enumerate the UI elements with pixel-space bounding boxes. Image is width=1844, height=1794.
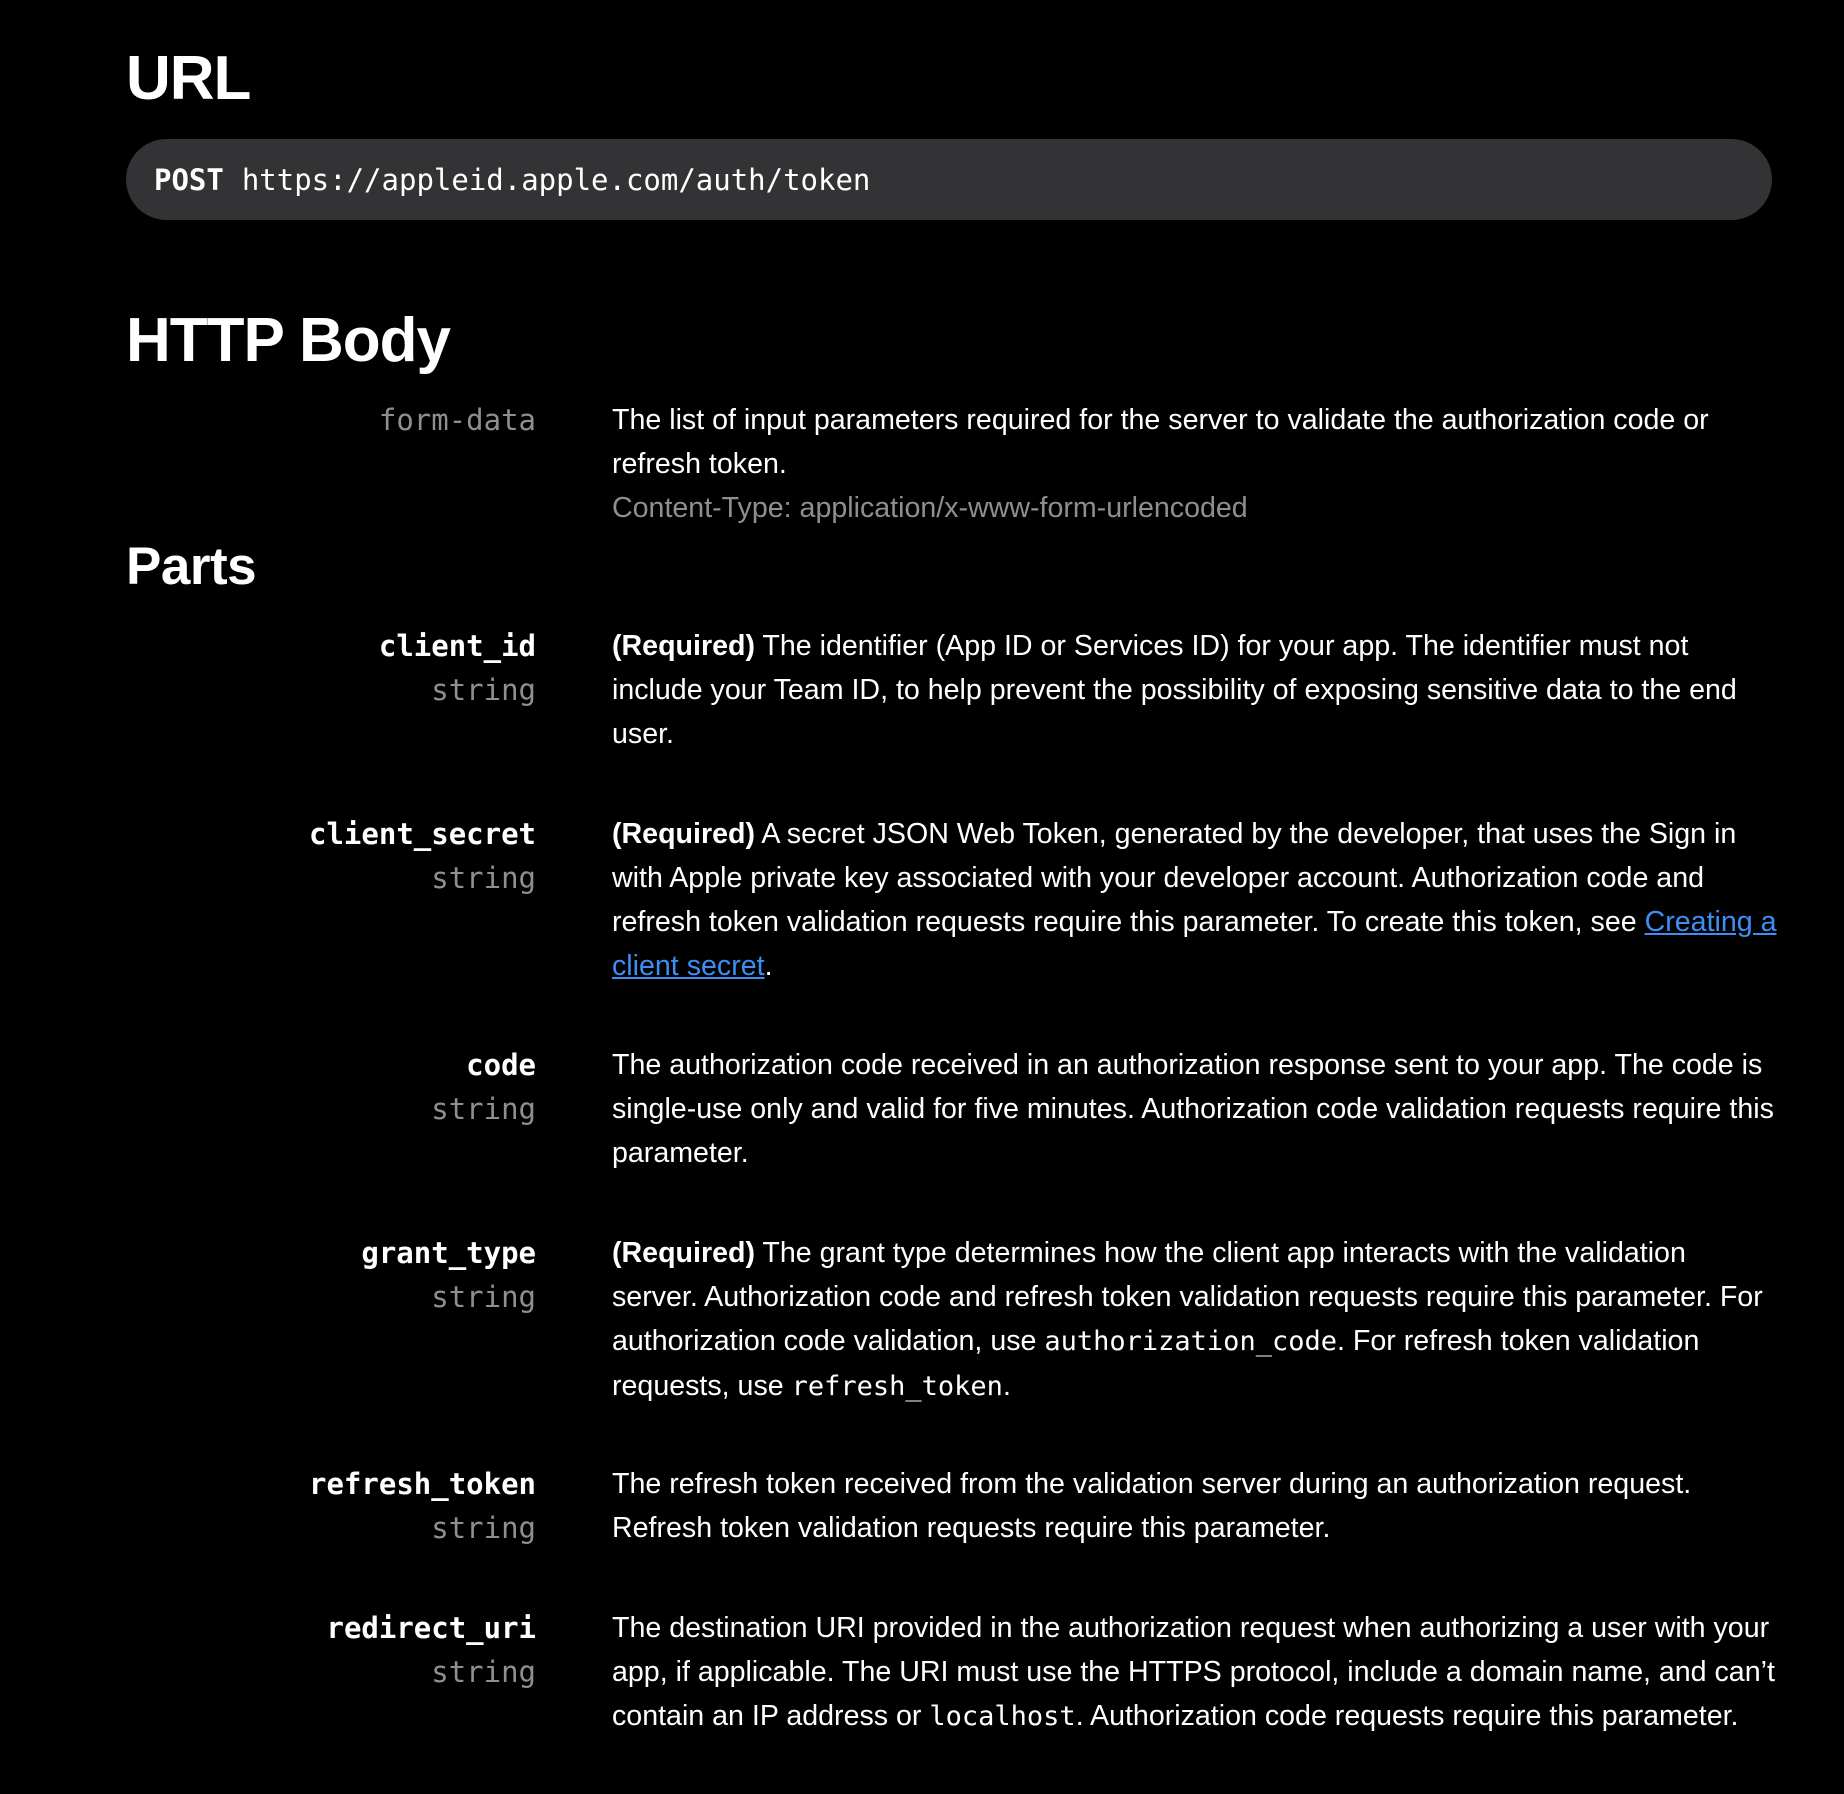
- param-description: [612, 1462, 1778, 1550]
- param-type: string: [431, 1092, 536, 1126]
- param-description-end: .: [1002, 1370, 1011, 1402]
- param-type: string: [431, 861, 536, 895]
- parts-heading: Parts: [126, 537, 257, 596]
- param-name-col: [126, 812, 536, 900]
- param-description: [612, 1231, 1778, 1409]
- param-name-col: [126, 1043, 536, 1131]
- param-name-col: [126, 624, 536, 712]
- param-name-col: [126, 1231, 536, 1319]
- http-method: POST: [154, 162, 224, 197]
- param-type: string: [431, 1511, 536, 1545]
- param-name-col: [126, 1606, 536, 1694]
- param-name: refresh_token: [309, 1467, 536, 1501]
- param-description-text: . For refresh token validation requests, use: [612, 1325, 1700, 1402]
- url-heading: URL: [126, 44, 251, 113]
- required-label: (Required): [612, 818, 755, 850]
- http-body-heading: HTTP Body: [126, 306, 450, 375]
- param-description-text: A secret JSON Web Token, generated by the developer, that uses the Sign in with Apple private key associated with your developer account. Authorization code and refresh token validation requests require this parameter. To create this token, see: [612, 818, 1737, 938]
- param-description: [612, 624, 1778, 756]
- http-body-description: [612, 398, 1778, 530]
- param-description-text: The refresh token received from the validation server during an authorization request. Refresh token validation requests require this parameter.: [612, 1468, 1692, 1544]
- required-label: (Required): [612, 630, 755, 662]
- param-type: string: [431, 1655, 536, 1689]
- content-type-note: Content-Type: application/x-www-form-urlencoded: [612, 492, 1248, 524]
- inline-code-localhost: localhost: [929, 1701, 1076, 1732]
- param-description-text: . Authorization code requests require this parameter.: [1075, 1700, 1739, 1732]
- http-body-description-text: The list of input parameters required for the server to validate the authorization code or refresh token.: [612, 404, 1709, 480]
- inline-code-refresh-token: refresh_token: [791, 1371, 1003, 1402]
- http-body-type: form-data: [378, 403, 536, 437]
- param-description: [612, 1043, 1778, 1175]
- param-name-col: [126, 1462, 536, 1550]
- param-description: [612, 1606, 1778, 1739]
- http-body-type-col: [126, 398, 536, 442]
- param-description-text: The grant type determines how the client app interacts with the validation server. Authorization code and refresh token validation requests require this parameter. For authorization code validation, use: [612, 1237, 1763, 1357]
- required-label: (Required): [612, 1237, 755, 1269]
- inline-code-authorization-code: authorization_code: [1044, 1326, 1337, 1357]
- param-description-end: .: [764, 950, 773, 982]
- param-name: client_id: [378, 629, 536, 663]
- creating-client-secret-link[interactable]: Creating a client secret: [612, 906, 1777, 982]
- param-description-text: The authorization code received in an authorization response sent to your app. The code is single-use only and valid for five minutes. Authorization code validation requests require this parameter.: [612, 1049, 1774, 1169]
- param-description-text: The identifier (App ID or Services ID) for your app. The identifier must not include your Team ID, to help prevent the possibility of exposing sensitive data to the end user.: [612, 630, 1737, 750]
- param-description-text: The destination URI provided in the authorization request when authorizing a user with your app, if applicable. The URI must use the HTTPS protocol, include a domain name, and can’t contain an IP address or: [612, 1612, 1775, 1732]
- param-name: code: [466, 1048, 536, 1082]
- param-name: client_secret: [309, 817, 536, 851]
- param-name: redirect_uri: [326, 1611, 536, 1645]
- endpoint-url: https://appleid.apple.com/auth/token: [241, 162, 871, 197]
- param-description: [612, 812, 1778, 988]
- param-name: grant_type: [361, 1236, 536, 1270]
- param-type: string: [431, 1280, 536, 1314]
- param-type: string: [431, 673, 536, 707]
- url-code-block: [126, 139, 1772, 220]
